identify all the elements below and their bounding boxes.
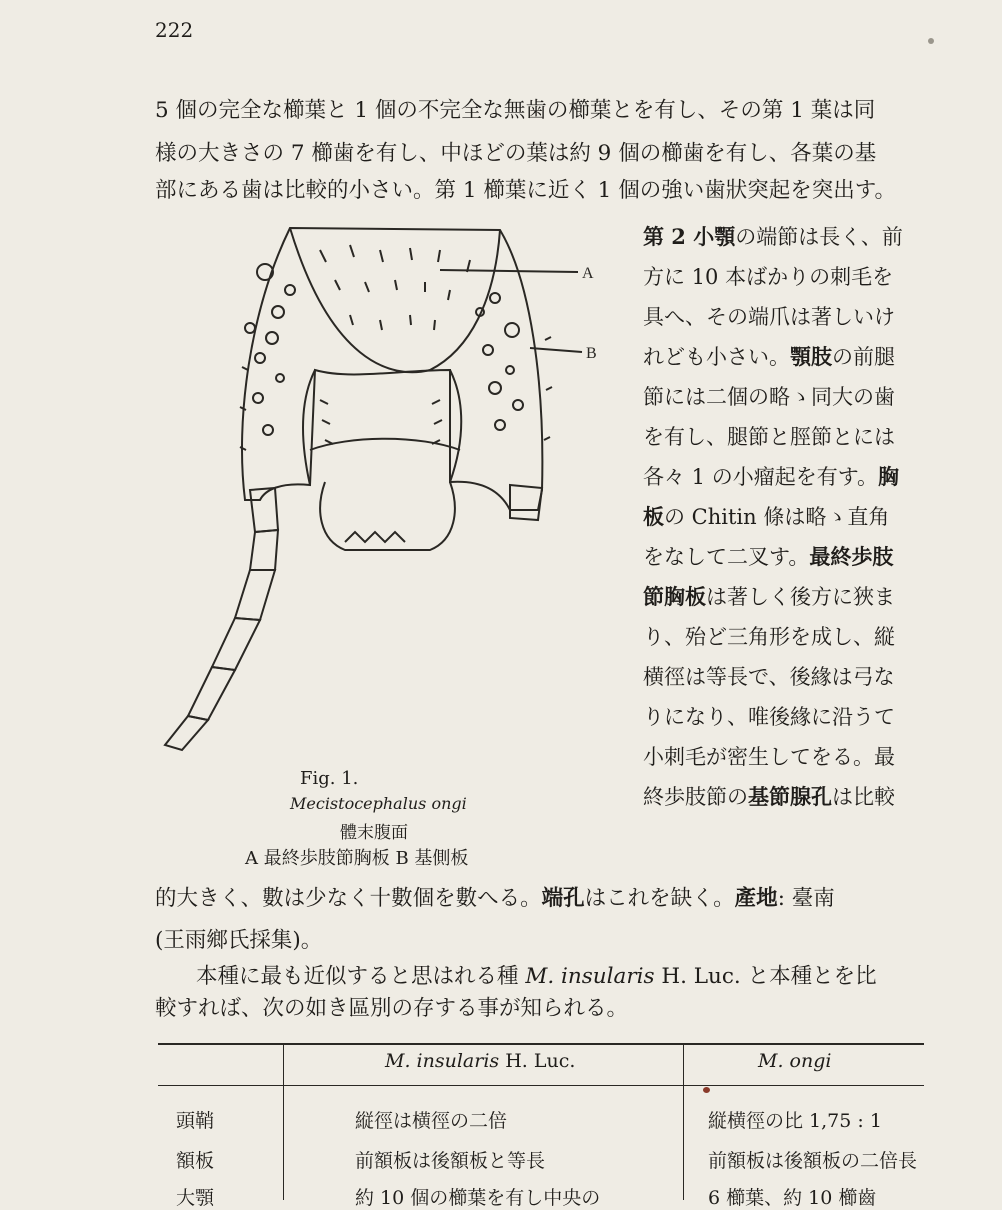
side-line-9: をなして二叉す。最終歩肢 [643, 544, 894, 569]
side-line-5: 節には二個の略ゝ同大の歯 [643, 385, 895, 409]
table-header-rule [158, 1085, 924, 1086]
body-line-5: (王雨鄉氏採集)。 [155, 928, 323, 953]
table-row-label: 大顎 [176, 1187, 215, 1209]
table-cell: 縦横徑の比 1,75 : 1 [708, 1110, 882, 1132]
side-line-4: れども小さい。顎肢の前腿 [643, 344, 895, 369]
figure-label-b: B [586, 345, 597, 362]
table-cell: 前額板は後額板と等長 [355, 1150, 546, 1172]
figure-label-a: A [582, 265, 594, 282]
side-line-3: 具へ、その端爪は著しいけ [643, 305, 895, 329]
table-header-insularis: M. insularis H. Luc. [385, 1050, 576, 1072]
side-line-11: り、殆ど三角形を成し、縦 [643, 625, 895, 649]
side-line-8: 板の Chitin 條は略ゝ直角 [643, 504, 890, 529]
side-line-7: 各々 1 の小瘤起を有す。胸 [643, 464, 900, 489]
table-divider-2 [683, 1043, 684, 1200]
side-line-13: りになり、唯後緣に沿うて [643, 705, 895, 729]
table-cell: 縦徑は横徑の二倍 [355, 1110, 508, 1132]
table-row-label: 頭鞘 [176, 1110, 215, 1132]
body-line-1: 5 個の完全な櫛葉と 1 個の不完全な無歯の櫛葉とを有し、その第 1 葉は同 [155, 98, 876, 123]
side-line-10: 節胸板は著しく後方に狹ま [643, 584, 895, 609]
centipede-segment-drawing [150, 220, 610, 765]
page-number: 222 [155, 18, 194, 42]
body-line-3: 部にある歯は比較的小さい。第 1 櫛葉に近く 1 個の強い歯狀突起を突出す。 [155, 178, 896, 203]
body-line-6: 本種に最も近似すると思はれる種 M. insularis H. Luc. と本種とを比 [196, 964, 877, 989]
figure-subtitle: 體末腹面 [340, 823, 408, 843]
table-cell: 約 10 個の櫛葉を有し中央の [355, 1187, 601, 1209]
body-line-7: 較すれば、次の如き區別の存する事が知られる。 [155, 996, 629, 1021]
side-line-15: 終歩肢節の基節腺孔は比較 [643, 784, 895, 809]
table-cell: 6 櫛葉、約 10 櫛齒 [708, 1187, 877, 1209]
table-top-rule [158, 1043, 924, 1045]
body-line-4: 的大きく、數は少なく十數個を數へる。端孔はこれを缺く。產地: 臺南 [155, 886, 835, 911]
table-header-ongi: M. ongi [758, 1050, 832, 1072]
table-cell: 前額板は後額板の二倍長 [708, 1150, 918, 1172]
figure-legend: A 最終歩肢節胸板 B 基側板 [245, 848, 469, 869]
figure-illustration [150, 220, 610, 765]
table-row-label: 額板 [176, 1150, 215, 1172]
table-divider-1 [283, 1043, 284, 1200]
side-line-2: 方に 10 本ばかりの刺毛を [643, 265, 894, 289]
figure-title: Fig. 1. [300, 768, 359, 789]
side-line-1: 第 2 小顎の端節は長く、前 [643, 224, 903, 249]
side-line-12: 横徑は等長で、後緣は弓な [643, 665, 895, 689]
side-line-14: 小刺毛が密生してをる。最 [643, 745, 895, 769]
paper-speck [928, 38, 934, 44]
figure-species: Mecistocephalus ongi [290, 794, 467, 813]
side-line-6: を有し、腿節と脛節とには [643, 425, 895, 449]
body-line-2: 様の大きさの 7 櫛歯を有し、中ほどの葉は約 9 個の櫛歯を有し、各葉の基 [155, 141, 877, 166]
ink-mark [703, 1087, 710, 1093]
